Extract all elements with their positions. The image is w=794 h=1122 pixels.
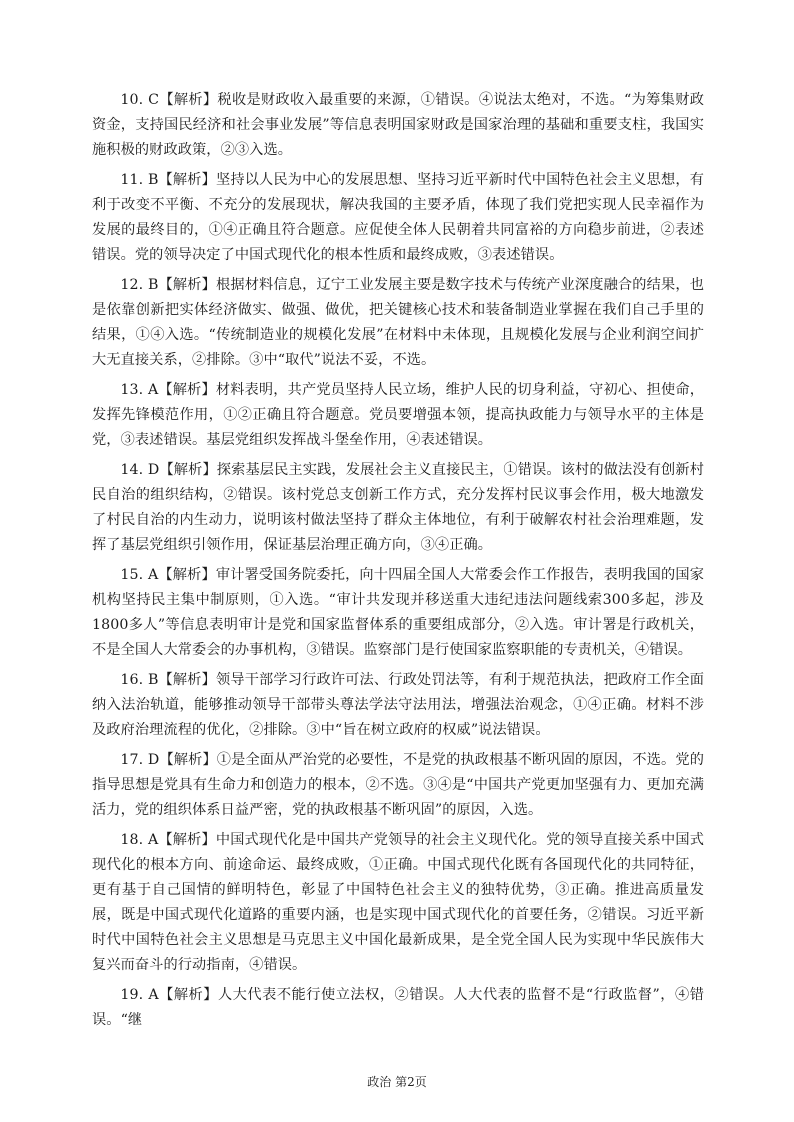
item-text: 中国式现代化是中国共产党领导的社会主义现代化。党的领导直接关系中国式现代化的根本方向、前途命运、最终成败，①正确。中国式现代化既有各国现代化的共同特征，更有基于自己国情的鲜明特色，彰显了中国特色社会主义的独特优势，③正确。推进高质量发展，既是中国式现代化道路的重要内涵，也是实现中国式现代化的首要任务，②错误。习近平新时代中国特色社会主义思想是马克思主义中国化最新成果，是全党全国人民为实现中华民族伟大复兴而奋斗的行动指南，④错误。	[92, 832, 704, 973]
item-number: 19.	[120, 987, 144, 1003]
page-footer: 政治 第2页	[367, 1075, 427, 1089]
item-text: ①是全面从严治党的必要性，不是党的执政根基不断巩固的原因，不选。党的指导思想是党具有生命力和创造力的根本，②不选。③④是“中国共产党更加坚强有力、更加充满活力，党的组织体系日益严密，党的执政根基不断巩固”的原因，入选。	[92, 752, 704, 818]
item-tag: 【解析】	[158, 172, 216, 188]
item-text: 税收是财政收入最重要的来源，①错误。④说法太绝对，不选。“为筹集财政资金，支持国民经济和社会事业发展”等信息表明国家财政是国家治理的基础和重要支柱，我国实施积极的财政政策，②③入选。	[92, 92, 704, 158]
item-tag: 【解析】	[159, 752, 217, 768]
answer-item-15	[92, 563, 704, 663]
item-tag: 【解析】	[158, 672, 216, 688]
item-tag: 【解析】	[159, 462, 217, 478]
item-text: 材料表明，共产党员坚持人民立场，维护人民的切身利益，守初心、担使命，发挥先锋模范作用，①②正确且符合题意。党员要增强本领，提高执政能力与领导水平的主体是党，③表述错误。基层党组织发挥战斗堡垒作用，④表述错误。	[92, 382, 704, 448]
item-answer: D	[147, 752, 160, 768]
item-tag: 【解析】	[159, 92, 218, 108]
item-answer: B	[147, 172, 159, 188]
item-number: 10.	[120, 92, 144, 108]
answer-item-18	[92, 828, 704, 978]
answer-item-14	[92, 458, 704, 558]
item-answer: D	[147, 462, 160, 478]
item-text: 审计署受国务院委托，向十四届全国人大常委会作工作报告，表明我国的国家机构坚持民主集中制原则，①入选。“审计共发现并移送重大违纪违法问题线索300多起，涉及1800多人”等信息表明审计是党和国家监督体系的重要组成部分，②入选。审计署是行政机关，不是全国人大常委会的办事机构，③错误。监察部门是行使国家监察职能的专责机关，④错误。	[92, 567, 704, 658]
item-number: 13.	[120, 382, 144, 398]
item-text: 坚持以人民为中心的发展思想、坚持习近平新时代中国特色社会主义思想，有利于改变不平衡、不充分的发展现状，解决我国的主要矛盾，体现了我们党把实现人民幸福作为发展的最终目的，①④正确且符合题意。应促使全体人民朝着共同富裕的方向稳步前进，②表述错误。党的领导决定了中国式现代化的根本性质和最终成败，③表述错误。	[92, 172, 704, 263]
answer-item-12	[92, 273, 704, 373]
item-number: 18.	[120, 832, 144, 848]
answer-item-13	[92, 378, 704, 453]
answer-item-10	[92, 88, 704, 163]
item-answer: B	[147, 672, 159, 688]
item-number: 16.	[120, 672, 144, 688]
item-tag: 【解析】	[158, 382, 216, 398]
item-text: 探索基层民主实践，发展社会主义直接民主，①错误。该村的做法没有创新村民自治的组织结构，②错误。该村党总支创新工作方式，充分发挥村民议事会作用，极大地激发了村民自治的内生动力，说明该村做法坚持了群众主体地位，有利于破解农村社会治理难题，发挥了基层党组织引领作用，保证基层治理正确方向，③④正确。	[92, 462, 704, 553]
item-tag: 【解析】	[158, 832, 216, 848]
item-text: 领导干部学习行政许可法、行政处罚法等，有利于规范执法，把政府工作全面纳入法治轨道，能够推动领导干部带头尊法学法守法用法，增强法治观念，①④正确。材料不涉及政府治理流程的优化，②排除。③中“旨在树立政府的权威”说法错误。	[92, 672, 704, 738]
item-answer: A	[147, 832, 159, 848]
item-tag: 【解析】	[158, 987, 218, 1003]
answer-item-16	[92, 668, 704, 743]
item-number: 15.	[120, 567, 144, 583]
item-answer: A	[147, 382, 159, 398]
item-number: 17.	[120, 752, 144, 768]
answer-analysis-section	[92, 88, 704, 1038]
item-number: 14.	[120, 462, 144, 478]
item-text: 根据材料信息，辽宁工业发展主要是数字技术与传统产业深度融合的结果，也是依靠创新把实体经济做实、做强、做优，把关键核心技术和装备制造业掌握在我们自己手里的结果，①④入选。“传统制造业的规模化发展”在材料中未体现，且规模化发展与企业利润空间扩大无直接关系，②排除。③中“取代”说法不妥，不选。	[92, 277, 704, 368]
item-answer: A	[148, 987, 159, 1003]
item-answer: B	[147, 277, 159, 293]
item-answer: A	[147, 567, 159, 583]
item-tag: 【解析】	[158, 277, 216, 293]
item-number: 11.	[120, 172, 144, 188]
answer-item-19	[92, 983, 704, 1033]
answer-item-11	[92, 168, 704, 268]
item-number: 12.	[120, 277, 144, 293]
item-tag: 【解析】	[158, 567, 216, 583]
answer-item-17	[92, 748, 704, 823]
item-text: 人大代表不能行使立法权，②错误。人大代表的监督不是“行政监督”，④错误。“继	[92, 987, 704, 1028]
item-answer: C	[148, 92, 160, 108]
